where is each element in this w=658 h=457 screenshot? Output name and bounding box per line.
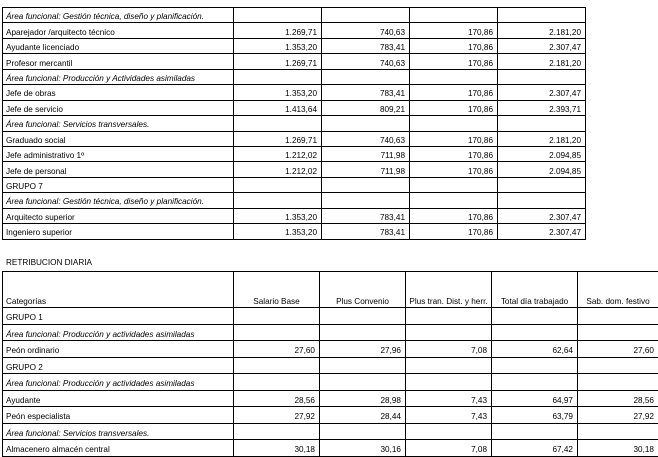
category-cell: Jefe de personal (3, 162, 234, 177)
value-cell: 7,43 (406, 390, 492, 407)
salary-table-monthly (2, 7, 586, 240)
category-cell: Jefe de servicio (3, 100, 234, 115)
value-cell: 2.094,85 (498, 162, 586, 177)
value-cell: 1.269,71 (234, 23, 322, 38)
value-cell: 30,18 (234, 440, 320, 457)
table-row (3, 341, 658, 358)
value-cell: 170,86 (410, 100, 498, 115)
value-cell: 27,92 (234, 407, 320, 424)
value-cell: 1.212,02 (234, 146, 322, 161)
value-cell: 67,42 (492, 440, 578, 457)
value-cell: 170,86 (410, 162, 498, 177)
value-cell: 740,63 (322, 131, 410, 146)
section-label: Área funcional: Servicios transversales. (3, 116, 234, 131)
value-cell: 28,98 (320, 390, 406, 407)
value-cell: 809,21 (322, 100, 410, 115)
value-cell: 1.353,20 (234, 208, 322, 223)
value-cell: 1.353,20 (234, 85, 322, 100)
category-cell: Profesor mercantil (3, 54, 234, 69)
table-row (3, 23, 586, 38)
value-cell: 170,86 (410, 131, 498, 146)
group-label: GRUPO 2 (3, 357, 234, 374)
section-row (3, 423, 658, 440)
value-cell: 62,64 (492, 341, 578, 358)
group-label: GRUPO 1 (3, 308, 234, 325)
table-row (3, 146, 586, 161)
group-row (3, 177, 586, 192)
category-cell: Jefe de obras (3, 85, 234, 100)
value-cell: 711,98 (322, 146, 410, 161)
value-cell: 783,41 (322, 85, 410, 100)
header-row (3, 272, 658, 308)
value-cell: 2.181,20 (498, 23, 586, 38)
group-row (3, 308, 658, 325)
value-cell: 783,41 (322, 208, 410, 223)
value-cell: 1.212,02 (234, 162, 322, 177)
header-plus-convenio: Plus Convenio (320, 272, 406, 308)
value-cell: 28,56 (578, 390, 658, 407)
value-cell: 28,56 (234, 390, 320, 407)
header-sab-dom: Sab. dom. festivo (578, 272, 658, 308)
value-cell: 2.307,47 (498, 208, 586, 223)
value-cell: 1.269,71 (234, 54, 322, 69)
category-cell: Arquitecto superior (3, 208, 234, 223)
value-cell: 1.353,20 (234, 224, 322, 239)
group-label: GRUPO 7 (3, 177, 234, 192)
category-cell: Ayudante licenciado (3, 38, 234, 53)
section-row (3, 69, 586, 84)
table-row (3, 224, 586, 239)
value-cell: 170,86 (410, 146, 498, 161)
table-row (3, 131, 586, 146)
section-row (3, 324, 658, 341)
section-label: Área funcional: Gestión técnica, diseño y planificación. (3, 8, 234, 23)
section-row (3, 8, 586, 23)
category-cell: Aparejador /arquitecto técnico (3, 23, 234, 38)
value-cell: 2.307,47 (498, 224, 586, 239)
value-cell: 27,96 (320, 341, 406, 358)
value-cell: 711,98 (322, 162, 410, 177)
section-label: Área funcional: Producción y Actividades asimiladas (3, 69, 234, 84)
value-cell: 783,41 (322, 38, 410, 53)
value-cell: 2.181,20 (498, 131, 586, 146)
header-plus-tran: Plus tran. Dist. y herr. (406, 272, 492, 308)
section-label: Área funcional: Gestión técnica, diseño y planificación. (3, 193, 234, 208)
value-cell: 28,44 (320, 407, 406, 424)
value-cell: 783,41 (322, 224, 410, 239)
value-cell: 30,18 (578, 440, 658, 457)
value-cell: 27,60 (234, 341, 320, 358)
value-cell: 170,86 (410, 23, 498, 38)
value-cell: 170,86 (410, 38, 498, 53)
section-label: Área funcional: Servicios transversales. (3, 423, 234, 440)
value-cell: 2.181,20 (498, 54, 586, 69)
category-cell: Ayudante (3, 390, 234, 407)
header-total-dia: Total día trabajado (492, 272, 578, 308)
table-row (3, 162, 586, 177)
category-cell: Ingeniero superior (3, 224, 234, 239)
section-row (3, 374, 658, 391)
header-salario-base: Salario Base (234, 272, 320, 308)
value-cell: 170,86 (410, 224, 498, 239)
value-cell: 1.413,64 (234, 100, 322, 115)
table-row (3, 85, 586, 100)
table-row (3, 407, 658, 424)
value-cell: 740,63 (322, 23, 410, 38)
section-row (3, 193, 586, 208)
category-cell: Almacenero almacén central (3, 440, 234, 457)
section-label: Área funcional: Producción y actividades asimiladas (3, 374, 234, 391)
daily-pay-title: RETRIBUCION DIARIA (6, 258, 92, 267)
value-cell: 63,79 (492, 407, 578, 424)
value-cell: 2.094,85 (498, 146, 586, 161)
value-cell: 27,60 (578, 341, 658, 358)
value-cell: 2.393,71 (498, 100, 586, 115)
table-row (3, 54, 586, 69)
value-cell: 7,08 (406, 341, 492, 358)
table-row (3, 440, 658, 457)
table-row (3, 390, 658, 407)
category-cell: Peón especialista (3, 407, 234, 424)
salary-table-daily (2, 271, 658, 457)
section-label: Área funcional: Producción y actividades asimiladas (3, 324, 234, 341)
category-cell: Jefe administrativo 1º (3, 146, 234, 161)
value-cell: 27,92 (578, 407, 658, 424)
value-cell: 30,16 (320, 440, 406, 457)
value-cell: 64,97 (492, 390, 578, 407)
category-cell: Peón ordinario (3, 341, 234, 358)
value-cell: 1.353,20 (234, 38, 322, 53)
value-cell: 2.307,47 (498, 85, 586, 100)
table-row (3, 100, 586, 115)
value-cell: 2.307,47 (498, 38, 586, 53)
group-row (3, 357, 658, 374)
value-cell: 740,63 (322, 54, 410, 69)
value-cell: 170,86 (410, 85, 498, 100)
header-categorias: Categorías (3, 272, 234, 308)
value-cell: 170,86 (410, 208, 498, 223)
section-row (3, 116, 586, 131)
value-cell: 7,08 (406, 440, 492, 457)
table-row (3, 38, 586, 53)
table-row (3, 208, 586, 223)
value-cell: 1.269,71 (234, 131, 322, 146)
value-cell: 7,43 (406, 407, 492, 424)
category-cell: Graduado social (3, 131, 234, 146)
value-cell: 170,86 (410, 54, 498, 69)
